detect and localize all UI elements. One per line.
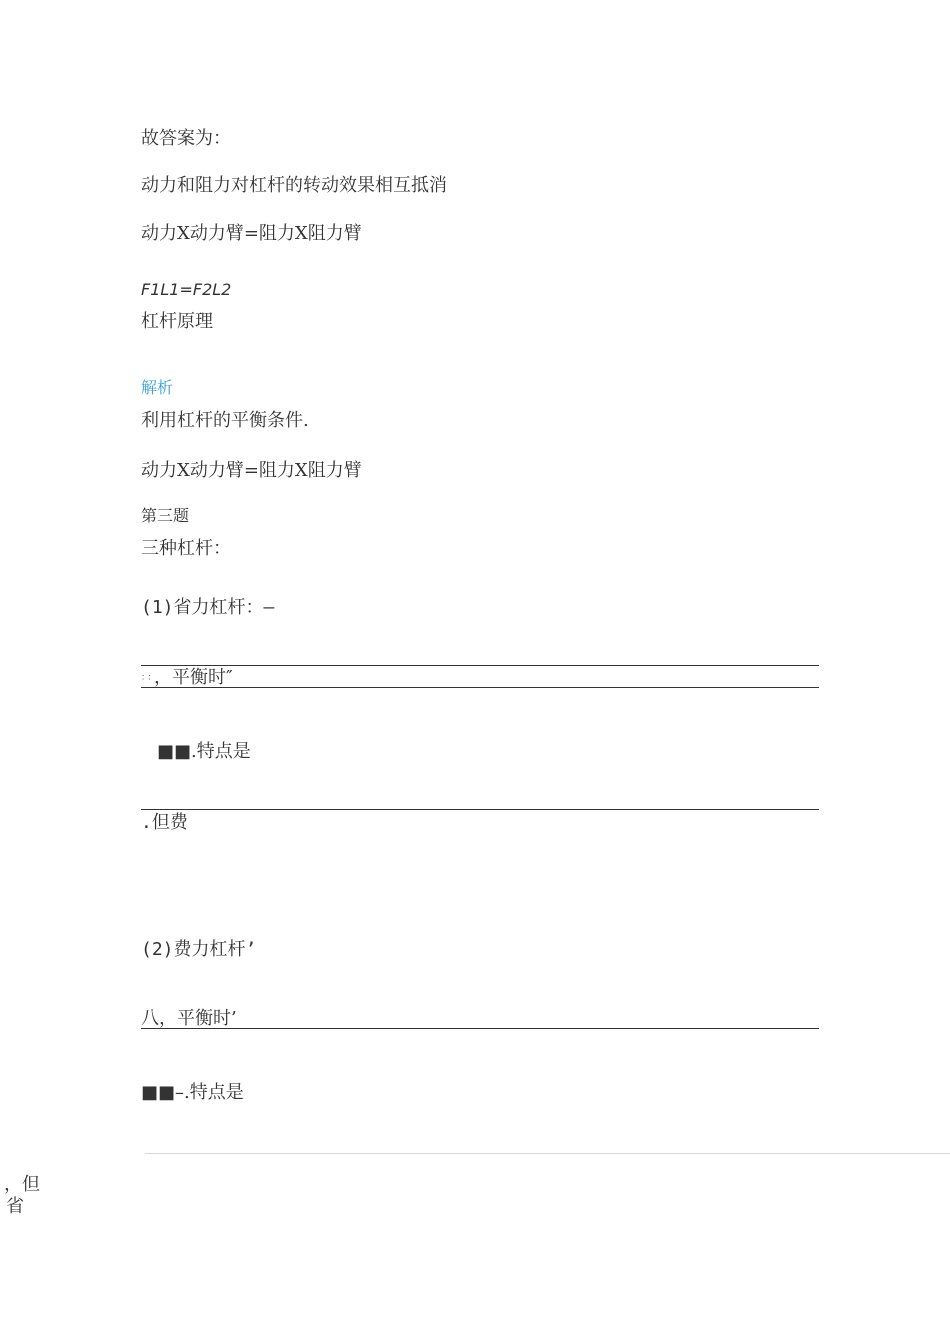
item1-cost: .但费 [141, 812, 188, 833]
item1-feature: ■■.特点是 [157, 741, 251, 762]
bottom-left-text-2: 省 [6, 1196, 24, 1217]
item1-underline-bottom [141, 687, 819, 688]
analysis-label: 解析 [141, 378, 174, 397]
lever-types-heading: 三种杠杆： [141, 538, 231, 559]
item1-underline-top [141, 665, 819, 666]
item1-feature-underline [141, 809, 819, 810]
item2-underline [141, 1028, 819, 1029]
answer-line-principle: 杠杆原理 [141, 311, 213, 332]
answer-heading: 故答案为： [141, 128, 231, 149]
formula-text: F1L1=F2L2 [141, 280, 232, 299]
item1-balance-text: ，平衡时″ [154, 667, 233, 688]
answer-line-cancel: 动力和阻力对杠杆的转动效果相互抵消 [141, 175, 447, 196]
analysis-line-equation: 动力Χ动力臂=阻力Χ阻力臂 [141, 460, 362, 481]
item2-feature: ■■–.特点是 [141, 1082, 244, 1103]
item2-title: (2)费力杠杆’ [141, 939, 257, 960]
answer-line-equation: 动力Χ动力臂=阻力Χ阻力臂 [141, 223, 362, 244]
item2-balance: 八，平衡时’ [141, 1008, 237, 1029]
analysis-line-condition: 利用杠杆的平衡条件. [141, 410, 309, 431]
bottom-left-text-1: ，但 [4, 1174, 40, 1195]
question-label: 第三题 [141, 506, 190, 525]
item1-balance-row [141, 667, 233, 689]
item1-title: (1)省力杠杆：– [141, 597, 275, 618]
page-divider [145, 1153, 950, 1154]
item1-marks: ：： [141, 673, 155, 683]
